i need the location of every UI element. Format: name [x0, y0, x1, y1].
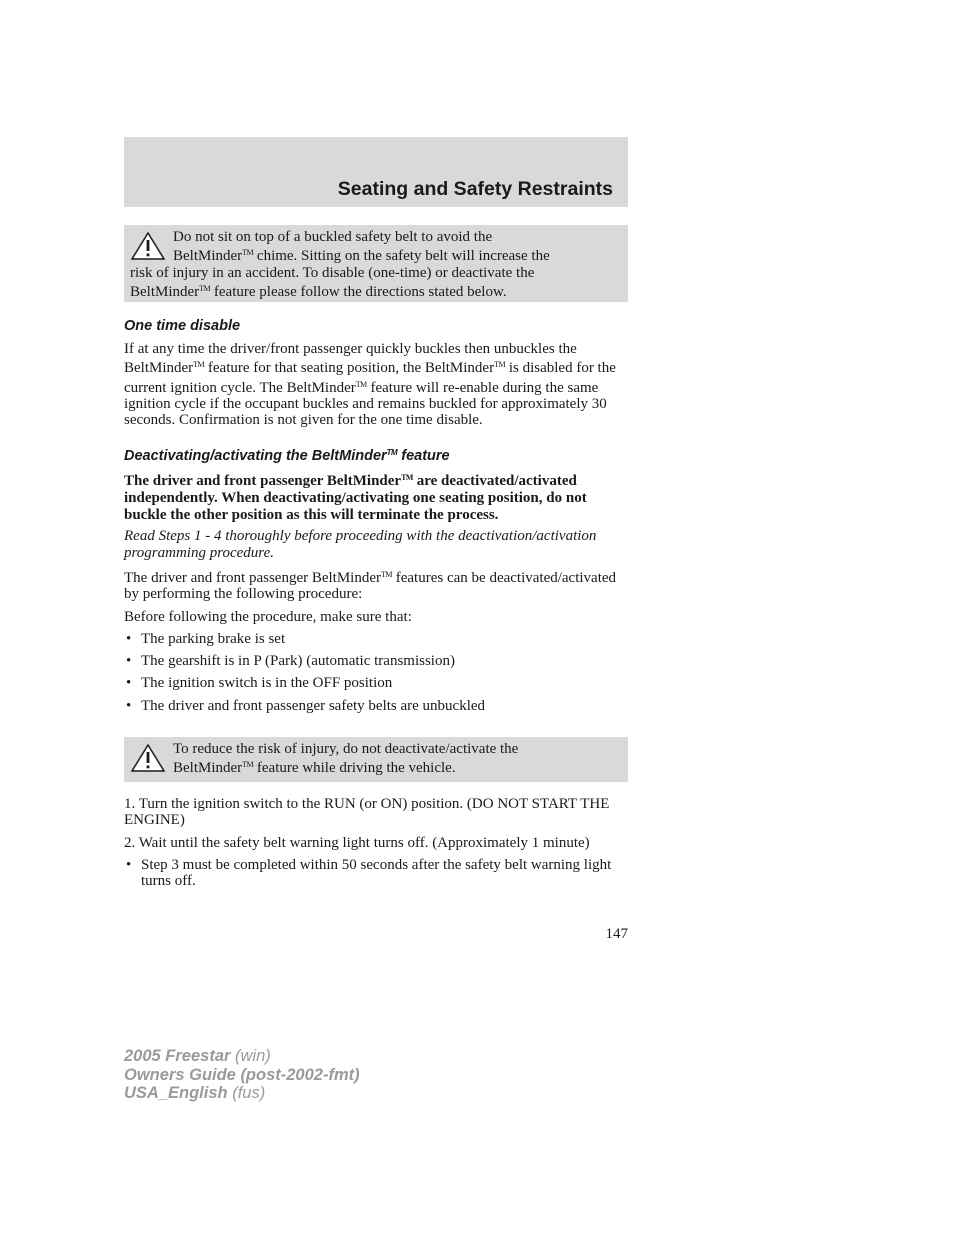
warning-1-line-4a: BeltMinder: [130, 283, 200, 300]
warning-1-line-2b: chime. Sitting on the safety belt will increase the: [253, 248, 550, 265]
list-item: • Step 3 must be completed within 50 seconds after the safety belt warning light turns off.: [124, 857, 628, 890]
warning-1-text: [130, 229, 622, 300]
warning-triangle-icon: [130, 743, 166, 773]
heading-deactivating: [124, 448, 628, 464]
section-title: Seating and Safety Restraints: [337, 178, 613, 200]
step-2: 2. Wait until the safety belt warning light turns off. (Approximately 1 minute): [124, 834, 590, 851]
p1-part-4: feature will re-enable during the same ignition cycle if the occupant buckles and remains buckled for approximately 30 seconds. Confirmation is not given for the one time disable.: [124, 379, 607, 429]
bold-notice-a: The driver and front passenger BeltMinder: [124, 473, 402, 489]
step-1: 1. Turn the ignition switch to the RUN (or ON) position. (DO NOT START THE ENGINE): [124, 796, 610, 829]
footer-language: USA_English: [124, 1084, 228, 1102]
list-item: • The parking brake is set: [124, 631, 628, 647]
bold-notice-b: are deactivated/activated independently. When deactivating/activating one seating position, do not buckle the other position as this will terminate the process.: [124, 473, 587, 523]
procedure-intro-b: features can be deactivated/activated by performing the following procedure:: [124, 569, 617, 603]
warning-2-line-2a: BeltMinder: [173, 760, 243, 777]
warning-1-line-4b: feature please follow the directions stated below.: [210, 283, 507, 300]
procedure-intro: [124, 567, 628, 603]
bold-notice: [124, 470, 628, 523]
warning-1-line-2a: BeltMinder: [173, 248, 243, 265]
footer-line-1: [124, 1047, 360, 1066]
warning-2-text: [130, 741, 622, 777]
trademark: TM: [381, 569, 392, 579]
trademark: TM: [386, 448, 398, 457]
footer-model: 2005 Freestar: [124, 1047, 231, 1065]
p1-part-3: is disabled for the current ignition cycle. The BeltMinder: [124, 360, 616, 396]
footer-model-code: (win): [230, 1047, 271, 1065]
trademark: TM: [199, 283, 211, 293]
section-header: [124, 137, 628, 207]
section-deactivating: [124, 448, 628, 714]
warning-box-1: [124, 225, 628, 302]
footer-line-2: [124, 1066, 360, 1085]
list-item: • The ignition switch is in the OFF position: [124, 675, 628, 691]
trademark: TM: [355, 379, 367, 389]
one-time-disable-paragraph: [124, 341, 628, 428]
trademark: TM: [401, 473, 413, 482]
warning-1-line-3: risk of injury in an accident. To disable (one-time) or deactivate the: [130, 264, 535, 281]
warning-triangle-icon: [130, 231, 166, 261]
p1-part-1: If at any time the driver/front passenger quickly buckles then unbuckles the BeltMinder: [124, 341, 577, 377]
warning-box-2: [124, 737, 628, 782]
procedure-intro-a: The driver and front passenger BeltMinder: [124, 569, 381, 586]
trademark: TM: [242, 760, 254, 770]
before-procedure: Before following the procedure, make sure that:: [124, 608, 412, 625]
trademark: TM: [494, 360, 506, 370]
footer-language-code: (fus): [227, 1084, 266, 1102]
footer-guide: Owners Guide (post-2002-fmt): [124, 1065, 360, 1084]
steps: [124, 796, 628, 889]
italic-notice: Read Steps 1 - 4 thoroughly before proceeding with the deactivation/activation programming procedure.: [124, 528, 597, 561]
page-number: 147: [605, 926, 628, 942]
section-one-time-disable: [124, 318, 628, 428]
heading-one-time-disable: One time disable: [124, 318, 241, 334]
list-item: • The gearshift is in P (Park) (automatic transmission): [124, 653, 628, 669]
document-footer: [124, 1047, 360, 1103]
warning-2-line-1: To reduce the risk of injury, do not deactivate/activate the: [173, 741, 519, 757]
trademark: TM: [242, 248, 254, 258]
heading-deactivating-b: feature: [397, 448, 450, 464]
footer-line-3: [124, 1084, 360, 1103]
p1-part-2: feature for that seating position, the BeltMinder: [204, 360, 495, 377]
warning-1-line-1: Do not sit on top of a buckled safety belt to avoid the: [173, 229, 493, 245]
warning-2-line-2b: feature while driving the vehicle.: [253, 760, 456, 777]
heading-deactivating-a: Deactivating/activating the BeltMinder: [124, 448, 387, 464]
trademark: TM: [193, 360, 205, 370]
list-item: • The driver and front passenger safety belts are unbuckled: [124, 698, 628, 714]
